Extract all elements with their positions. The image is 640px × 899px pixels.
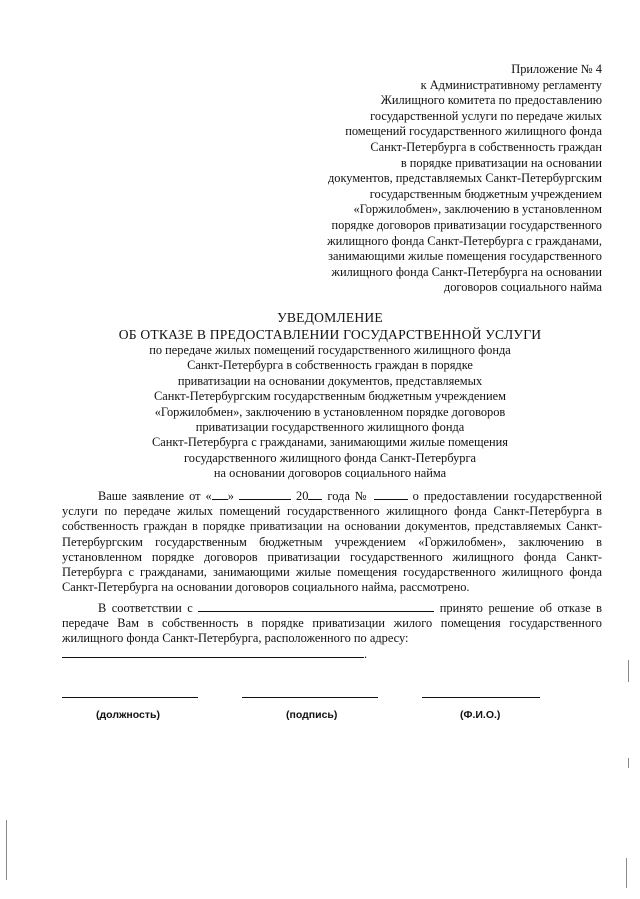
appendix-line: порядке договоров приватизации государственного — [331, 217, 602, 232]
notice-subtitle-line: Санкт-Петербурга в собственность граждан в порядке — [187, 358, 473, 373]
appendix-line: государственным бюджетным учреждением — [369, 186, 602, 201]
month-blank — [239, 488, 291, 500]
name-line — [422, 697, 540, 698]
appendix-line: Санкт-Петербурга в собственность граждан — [370, 139, 602, 154]
appendix-line: помещений государственного жилищного фонда — [345, 124, 602, 139]
appendix-line: жилищного фонда Санкт-Петербурга с гражданами, — [327, 233, 602, 248]
appendix-line: договоров социального найма — [443, 280, 602, 295]
day-blank — [212, 488, 228, 500]
notice-subtitle-line: государственного жилищного фонда Санкт-Петербурга — [183, 450, 477, 465]
text-year-number: года № — [327, 489, 369, 503]
appendix-line: «Горжилобмен», заключению в установленном — [353, 202, 602, 217]
position-line — [62, 697, 198, 698]
appendix-line: жилищного фонда Санкт-Петербурга на основании — [331, 264, 602, 279]
signature-label: (подпись) — [286, 709, 338, 721]
appendix-line: государственной услуги по передаче жилых — [370, 108, 602, 123]
appendix-line: занимающими жилые помещения государственного — [328, 249, 602, 264]
year-blank — [308, 488, 322, 500]
text-about-service: о предоставлении государственной — [412, 489, 603, 503]
notice-subtitle-line: Санкт-Петербургским государственным бюджетным учреждением — [153, 389, 507, 404]
notice-title-refusal: ОБ ОТКАЗЕ В ПРЕДОСТАВЛЕНИИ ГОСУДАРСТВЕННОЙ УСЛУГИ — [118, 326, 542, 342]
basis-blank — [198, 600, 434, 612]
appendix-line: к Административному регламенту — [420, 77, 602, 92]
application-paragraph — [62, 488, 602, 595]
notice-subtitle-line: по передаче жилых помещений государственного жилищного фонда — [149, 343, 511, 357]
notice-title-block — [60, 310, 600, 482]
appendix-line: Приложение № 4 — [511, 62, 602, 76]
notice-title: УВЕДОМЛЕНИЕ — [277, 310, 383, 325]
scan-edge-mark — [628, 758, 629, 768]
notice-subtitle-line: на основании договоров социального найма — [213, 466, 447, 481]
address-line — [62, 646, 602, 662]
text-period: . — [364, 647, 368, 661]
decision-paragraph — [62, 600, 602, 647]
position-label: (должность) — [96, 709, 160, 721]
name-label: (Ф.И.О.) — [460, 709, 501, 721]
notice-subtitle-line: приватизации на основании документов, представляемых — [177, 373, 483, 388]
scan-edge-mark — [626, 858, 627, 888]
appendix-line: в порядке приватизации на основании — [400, 155, 602, 170]
number-blank — [374, 488, 408, 500]
text-in-accordance: В соответствии с — [98, 601, 193, 615]
text-quote-close: » — [227, 489, 234, 503]
notice-subtitle-line: Санкт-Петербурга с гражданами, занимающими жилые помещения — [152, 435, 508, 450]
text-application-from: Ваше заявление от « — [98, 489, 212, 503]
address-blank — [62, 646, 364, 658]
appendix-line: документов, представляемых Санкт-Петербургским — [327, 171, 602, 186]
appendix-line: Жилищного комитета по предоставлению — [380, 93, 602, 108]
text-decision: принято решение об отказе в передаче Вам в собственность в порядке приватизации жилого помещения государственного жилищного фонда Санкт-Петербурга, расположенного по адресу: — [62, 601, 602, 646]
text-year-prefix: 20 — [296, 489, 309, 503]
notice-subtitle-line: приватизации государственного жилищного фонда — [195, 420, 465, 435]
appendix-block — [302, 62, 602, 296]
scan-edge-mark — [6, 820, 7, 880]
text-application-rest: услуги по передаче жилых помещений государственного жилищного фонда Санкт-Петербурга в собственность граждан в порядке приватизации на основании документов, представляемых Санкт-Петербургским государственным бюджетным учреждением «Горжилобмен», заключению в установленном порядке договоров приватизации государственного жилищного фонда Санкт-Петербурга с гражданами, занимающими жилые помещения государственного жилищного фонда Санкт-Петербурга на основании договоров социального найма, рассмотрено. — [62, 504, 602, 595]
scan-edge-mark — [628, 660, 629, 682]
signature-line — [242, 697, 378, 698]
notice-subtitle-line: «Горжилобмен», заключению в установленном порядке договоров — [154, 404, 506, 419]
